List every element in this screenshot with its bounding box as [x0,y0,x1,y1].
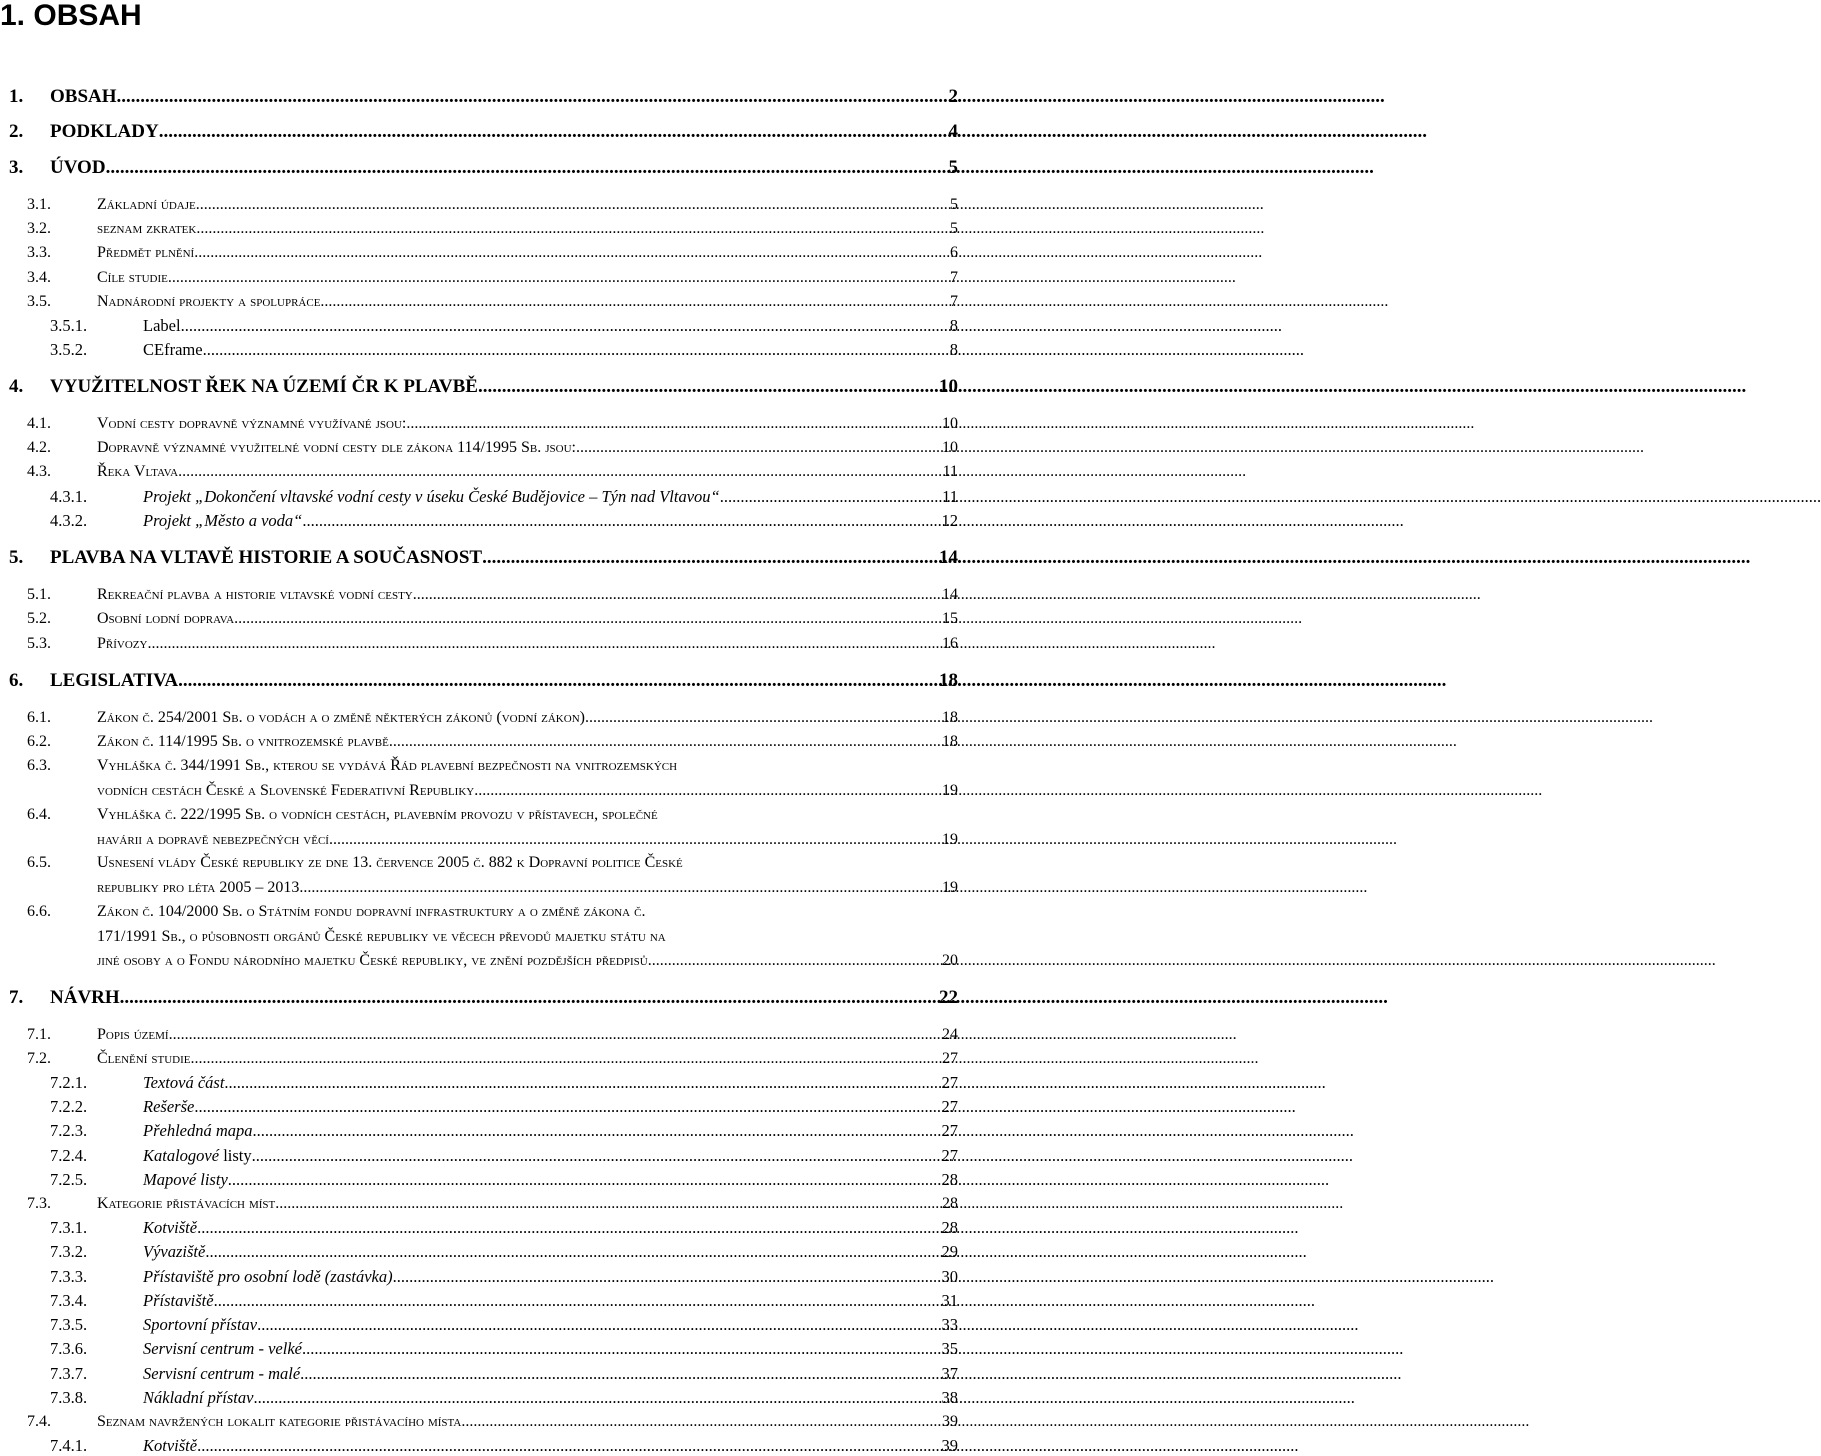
dot-leader [299,878,941,898]
toc-entry-page: 7 [950,269,958,286]
page-title: 1. OBSAH [0,0,142,32]
toc-entry-title: jiné osoby a o Fondu národního majetku České republiky, ve znění pozdějších předpisů [97,952,648,969]
toc-entry-page: 5 [950,220,958,237]
toc-entry-title: Vyhláška č. 222/1995 Sb. o vodních cestách, plavebním provozu v přístavech, společné [97,806,658,823]
dot-leader [406,414,941,434]
toc-entry-title: Projekt „Město a voda“ [143,511,303,530]
toc-entry-number: 6.3. [27,757,51,774]
toc-entry-page: 33 [941,1315,958,1334]
toc-entry-title: Základní údaje [97,196,196,213]
toc-entry-title: Projekt „Dokončení vltavské vodní cesty v úseku České Budějovice – Týn nad Vltavou“ [143,487,720,506]
dot-leader [106,157,948,179]
toc-entry-title: Usnesení vlády České republiky ze dne 13. července 2005 č. 882 k Dopravní politice České [97,854,683,871]
dot-leader [214,1291,941,1311]
toc-entry-number: 7. [9,987,24,1008]
toc-entry-number: 3.2. [27,220,51,237]
toc-entry-number: 6.4. [27,806,51,823]
dot-leader [393,1267,941,1287]
toc-entry-page: 14 [939,547,958,568]
toc-entry-page: 19 [942,878,958,896]
toc-entry-page: 6 [950,244,958,261]
toc-entry-number: 7.2.3. [50,1121,88,1140]
toc-entry-number: 3.3. [27,244,51,261]
toc-entry-title: Vyhláška č. 344/1991 Sb., kterou se vydává Řád plavební bezpečnosti na vnitrozemských [97,757,678,774]
toc-entry-page: 39 [941,1436,958,1455]
toc-entry-page: 37 [941,1364,958,1383]
toc-entry-title: Servisní centrum - malé [143,1364,301,1383]
toc-entry-page: 11 [942,463,958,480]
toc-entry-number: 7.3.6. [50,1339,88,1358]
toc-entry-number: 4.3. [27,463,51,480]
toc-entry-number: 7.3.7. [50,1364,88,1383]
toc-entry-page: 14 [942,586,958,603]
toc-entry-number: 6.5. [27,854,51,871]
toc-entry-number: 5.3. [27,635,51,652]
toc-entry-number: 6. [9,670,24,691]
toc-entry-page: 8 [949,316,958,335]
toc-entry-number: 6.2. [27,733,51,750]
dot-leader [196,195,949,215]
toc-entry-page: 28 [941,1218,958,1237]
dot-leader [320,292,949,312]
toc-entry-page: 2 [948,86,958,107]
toc-entry-title: Katalogové listy [143,1146,252,1165]
toc-entry-page: 28 [942,1195,958,1212]
toc-entry-title: CEframe [143,340,203,359]
toc-entry-number: 4. [9,376,24,397]
toc-entry-number: 6.1. [27,709,51,726]
toc-entry-page: 18 [939,670,958,691]
toc-entry-title: Zákon č. 114/1995 Sb. o vnitrozemské plavbě [97,733,389,750]
toc-entry-number: 7.3.8. [50,1388,88,1407]
dot-leader [478,376,938,398]
toc-entry-number: 7.3.3. [50,1267,88,1286]
dot-leader [197,1436,940,1456]
toc-entry-number: 4.2. [27,439,51,456]
dot-leader [168,268,949,288]
dot-leader [300,1364,940,1384]
toc-entry-title: Nadnárodní projekty a spolupráce [97,293,321,310]
dot-leader [329,830,941,850]
toc-entry-title: republiky pro léta 2005 – 2013 [97,878,300,896]
toc-entry-page: 24 [942,1026,958,1043]
toc-entry-title: Přístaviště pro osobní lodě (zastávka) [143,1267,393,1286]
dot-leader [147,634,941,654]
toc-entry-title: seznam zkratek [97,220,197,237]
toc-entry-title: Kotviště [143,1218,198,1237]
dot-leader [197,1218,940,1238]
toc-entry-title: Nákladní přístav [143,1388,254,1407]
toc-entry-page: 10 [942,439,958,456]
toc-entry-page: 29 [941,1242,958,1261]
toc-entry-title: 171/1991 Sb., o působnosti orgánů České republiky ve věcech převodů majetku státu na [97,927,666,945]
toc-entry-number: 7.3.2. [50,1242,88,1261]
dot-leader [585,708,941,728]
dot-leader [203,340,949,360]
toc-entry-title: Kategorie přistávacích míst [97,1195,276,1212]
dot-leader [205,1242,940,1262]
toc-entry-number: 7.4.1. [50,1436,88,1455]
toc-entry-title: Seznam navržených lokalit kategorie přistávacího místa [97,1413,462,1430]
toc-entry-number: 7.1. [27,1026,51,1043]
toc-entry-title: ÚVOD [50,157,106,178]
dot-leader [576,438,941,458]
toc-entry-number: 5.1. [27,586,51,603]
toc-entry-page: 31 [941,1291,958,1310]
toc-entry-title: vodních cestách České a Slovenské Federativní Republiky [97,781,475,799]
toc-entry-number: 7.2.4. [50,1146,88,1165]
toc-entry-page: 27 [941,1121,958,1140]
toc-entry-title: Vývaziště [143,1242,206,1261]
toc-entry-number: 5. [9,547,24,568]
toc-entry-number: 7.3.5. [50,1315,88,1334]
toc-entry-page: 35 [941,1339,958,1358]
toc-entry-number: 4.3.2. [50,511,88,530]
dot-leader [257,1315,940,1335]
dot-leader [474,781,941,801]
toc-entry-title: Kotviště [143,1436,198,1455]
toc-entry-number: 3.5.2. [50,340,88,359]
toc-entry-title: Dopravně významné využitelné vodní cesty dle zákona 114/1995 Sb. jsou: [97,439,576,456]
toc-entry-number: 4.1. [27,415,51,432]
toc-entry-number: 7.2.1. [50,1073,88,1092]
dot-leader [194,243,949,263]
toc-entry-page: 18 [942,733,958,750]
toc-entry-title: Osobní lodní doprava [97,610,235,627]
dot-leader [648,951,941,971]
toc-entry-number: 3.4. [27,269,51,286]
toc-entry-page: 28 [941,1170,958,1189]
dot-leader [461,1412,941,1432]
toc-entry-title: Servisní centrum - velké [143,1339,302,1358]
toc-entry-page: 7 [950,293,958,310]
dot-leader [253,1388,940,1408]
toc-entry-title: Textová část [143,1073,225,1092]
dot-leader [196,219,949,239]
toc-entry-page: 8 [949,340,958,359]
toc-entry-page: 30 [941,1267,958,1286]
dot-leader [302,1339,941,1359]
toc-entry-number: 2. [9,121,24,142]
toc-entry-title: Přívozy [97,635,148,652]
dot-leader [224,1073,940,1093]
toc-entry-page: 20 [942,952,958,969]
toc-entry-number: 3.1. [27,196,51,213]
toc-entry-title: Přístaviště [143,1291,214,1310]
dot-leader [253,1121,941,1141]
toc-entry-number: 7.2.5. [50,1170,88,1189]
toc-entry-title: Přehledná mapa [143,1121,253,1140]
toc-entry-title: Zákon č. 254/2001 Sb. o vodách a o změně některých zákonů (vodní zákon) [97,709,585,726]
toc-entry-page: 22 [939,987,958,1008]
toc-entry-page: 27 [941,1146,958,1165]
toc-entry-number: 4.3.1. [50,487,88,506]
toc-entry-number: 3.5.1. [50,316,88,335]
toc-entry-number: 7.3.1. [50,1218,88,1237]
toc-entry-title: Rekreační plavba a historie vltavské vodní cesty [97,586,413,603]
toc-entry-title: NÁVRH [50,987,120,1008]
dot-leader [191,1049,942,1069]
toc-entry-page: 19 [942,830,958,848]
toc-entry-page: 18 [942,709,958,726]
toc-entry-title: Cíle studie [97,269,168,286]
dot-leader [720,487,941,507]
toc-entry-title: OBSAH [50,86,117,107]
toc-entry-title: Label [143,316,181,335]
dot-leader [169,1025,941,1045]
toc-entry-page: 4 [948,121,958,142]
toc-entry-number: 6.6. [27,903,51,920]
toc-entry-page: 5 [950,196,958,213]
toc-entry-page: 39 [942,1413,958,1430]
dot-leader [178,462,942,482]
dot-leader [275,1194,941,1214]
toc-entry-number: 7.4. [27,1413,51,1430]
toc-entry-title: Sportovní přístav [143,1315,258,1334]
dot-leader [228,1170,941,1190]
toc-entry-title: Rešerše [143,1097,195,1116]
toc-entry-title: PLAVBA NA VLTAVĚ HISTORIE A SOUČASNOST [50,547,483,568]
dot-leader [159,121,948,143]
toc-entry-title: Zákon č. 104/2000 Sb. o Státním fondu dopravní infrastruktury a o změně zákona č. [97,903,646,920]
toc-entry-page: 5 [948,157,958,178]
toc-entry-number: 7.3. [27,1195,51,1212]
dot-leader [252,1146,941,1166]
toc-entry-number: 7.2.2. [50,1097,88,1116]
dot-leader [389,732,941,752]
toc-entry-title: VYUŽITELNOST ŘEK NA ÚZEMÍ ČR K PLAVBĚ [50,376,478,397]
dot-leader [181,316,949,336]
dot-leader [194,1097,940,1117]
toc-entry-page: 10 [942,415,958,432]
toc-entry-page: 27 [942,1050,958,1067]
toc-entry-page: 38 [941,1388,958,1407]
dot-leader [117,86,948,108]
dot-leader [234,609,941,629]
toc-entry-number: 5.2. [27,610,51,627]
toc-entry-title: PODKLADY [50,121,159,142]
dot-leader [482,547,938,569]
toc-entry-title: Předmět plnění [97,244,195,261]
toc-entry-page: 10 [939,376,958,397]
dot-leader [178,670,938,692]
toc-entry-title: Členění studie [97,1050,191,1067]
toc-entry-page: 12 [941,511,958,530]
toc-entry-title: LEGISLATIVA [50,670,179,691]
toc-entry-page: 11 [942,487,958,506]
toc-entry-page: 27 [941,1097,958,1116]
toc-entry-number: 3. [9,157,24,178]
toc-entry-page: 16 [942,635,958,652]
toc-entry-page: 19 [942,781,958,799]
toc-entry-title: Vodní cesty dopravně významné využívané jsou: [97,415,407,432]
toc-entry-title: havárii a dopravě nebezpečných věcí [97,830,329,848]
toc-entry-title: Řeka Vltava [97,463,179,480]
dot-leader [302,511,940,531]
toc-entry-page: 27 [941,1073,958,1092]
toc-entry-title: Mapové listy [143,1170,228,1189]
toc-entry-title: Popis území [97,1026,169,1043]
toc-entry-number: 7.2. [27,1050,51,1067]
toc-entry-page: 15 [942,610,958,627]
toc-entry-number: 7.3.4. [50,1291,88,1310]
dot-leader [120,987,938,1009]
dot-leader [413,585,941,605]
toc-entry-number: 3.5. [27,293,51,310]
toc-entry-number: 1. [9,86,24,107]
